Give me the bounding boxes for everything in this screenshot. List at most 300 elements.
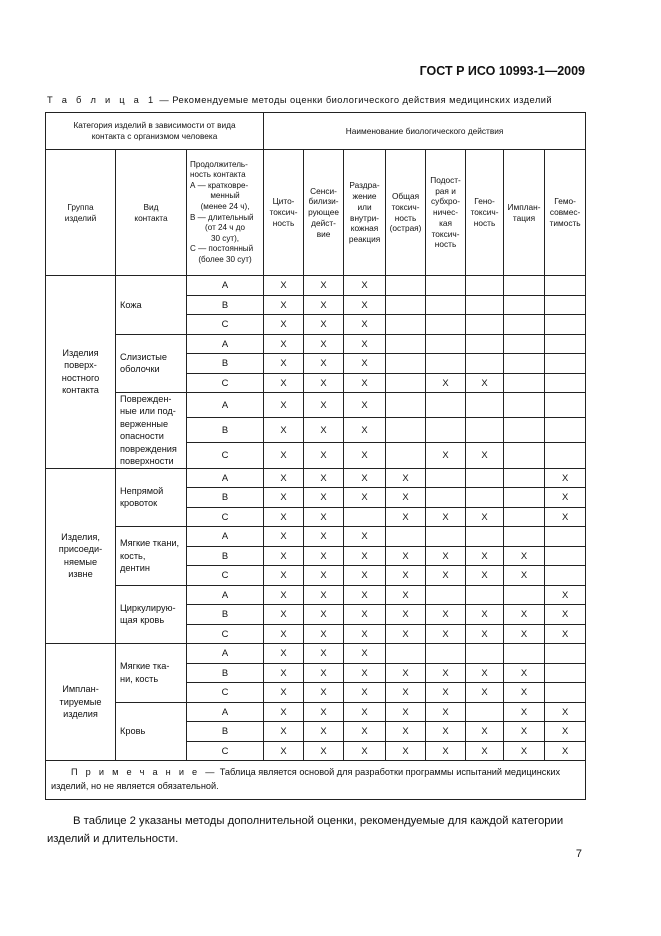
contact-type-cell (116, 644, 187, 703)
text-line: кая (439, 217, 452, 228)
mark-cell: X (264, 741, 304, 761)
mark-cell: X (386, 741, 426, 761)
mark-cell: X (264, 354, 304, 374)
text-line: верженные (120, 418, 169, 429)
mark-cell: X (426, 546, 466, 566)
mark-cell: X (344, 585, 386, 605)
contact-column-header: Вид контакта (116, 150, 187, 276)
mark-cell: X (264, 605, 304, 625)
caption-label: Т а б л и ц а 1 (47, 95, 157, 105)
mark-cell: X (304, 373, 344, 393)
text-line: Мягкие тка- (120, 661, 170, 672)
mark-cell: X (344, 644, 386, 664)
table-row (46, 393, 586, 418)
effect-column-header (466, 150, 504, 276)
mark-cell: X (344, 683, 386, 703)
page-number: 7 (575, 848, 582, 860)
mark-cell: X (545, 488, 586, 508)
methods-table (45, 112, 586, 800)
table-row (46, 527, 586, 547)
mark-cell: X (466, 741, 504, 761)
duration-header-line: 30 сут), (211, 233, 240, 243)
duration-cell: В (187, 605, 264, 625)
mark-cell (386, 527, 426, 547)
mark-cell: X (504, 566, 545, 586)
duration-cell: С (187, 683, 264, 703)
duration-header-line: (менее 24 ч), (200, 201, 250, 211)
device-group-cell (46, 644, 116, 761)
contact-type-cell (116, 468, 187, 527)
text-line: Подост- (430, 174, 461, 185)
text-line: дентин (120, 562, 150, 573)
text-line: Сенси- (310, 185, 337, 196)
duration-cell: А (187, 527, 264, 547)
contact-type-cell (116, 702, 187, 761)
mark-cell (545, 443, 586, 468)
mark-cell: X (344, 468, 386, 488)
mark-cell: X (545, 722, 586, 742)
mark-cell (504, 315, 545, 335)
effect-column-header (344, 150, 386, 276)
mark-cell: X (344, 702, 386, 722)
mark-cell (545, 354, 586, 374)
mark-cell: X (426, 624, 466, 644)
mark-cell: X (466, 373, 504, 393)
text-line: рая и (435, 185, 456, 196)
text-line: Общая (391, 190, 420, 201)
mark-cell: X (264, 418, 304, 443)
mark-cell (426, 418, 466, 443)
mark-cell (466, 295, 504, 315)
header-row-2 (46, 150, 586, 276)
duration-header-line: ность контакта (190, 170, 246, 180)
mark-cell (426, 585, 466, 605)
text-line: извне (68, 569, 93, 580)
mark-cell: X (304, 315, 344, 335)
text-line: рующее (308, 207, 339, 218)
mark-cell (426, 276, 466, 296)
text-line: (острая) (389, 223, 422, 234)
contact-type-cell (116, 393, 187, 469)
text-line: Кровь (120, 726, 146, 737)
text-line: Мягкие ткани, (120, 538, 180, 549)
mark-cell: X (504, 663, 545, 683)
mark-cell: X (466, 605, 504, 625)
mark-cell: X (264, 468, 304, 488)
mark-cell (344, 507, 386, 527)
mark-cell: X (344, 546, 386, 566)
mark-cell: X (304, 722, 344, 742)
mark-cell (386, 315, 426, 335)
mark-cell: X (386, 663, 426, 683)
mark-cell (504, 443, 545, 468)
mark-cell: X (264, 702, 304, 722)
mark-cell: X (264, 373, 304, 393)
duration-cell: В (187, 354, 264, 374)
effect-column-header (545, 150, 586, 276)
mark-cell: X (504, 683, 545, 703)
mark-cell (545, 644, 586, 664)
text-line: ность (473, 217, 496, 228)
mark-cell (466, 488, 504, 508)
mark-cell: X (304, 566, 344, 586)
mark-cell: X (426, 722, 466, 742)
text-line: реакция (348, 234, 381, 245)
text-line: или (357, 201, 372, 212)
text-line: Гемо- (554, 196, 576, 207)
mark-cell: X (344, 741, 386, 761)
mark-cell (545, 393, 586, 418)
mark-cell: X (386, 722, 426, 742)
mark-cell: X (545, 468, 586, 488)
mark-cell (466, 644, 504, 664)
text-line: повреждения (120, 443, 177, 454)
mark-cell: X (426, 507, 466, 527)
text-line: изделия (63, 709, 98, 720)
document-code: ГОСТ Р ИСО 10993-1—2009 (419, 64, 585, 78)
mark-cell: X (304, 663, 344, 683)
mark-cell: X (344, 373, 386, 393)
duration-cell: В (187, 488, 264, 508)
effect-column-header (304, 150, 344, 276)
mark-cell (545, 295, 586, 315)
mark-cell: X (344, 566, 386, 586)
mark-cell: X (386, 468, 426, 488)
mark-cell: X (304, 683, 344, 703)
mark-cell: X (386, 605, 426, 625)
mark-cell (504, 488, 545, 508)
duration-header-line: Продолжитель- (190, 159, 248, 169)
mark-cell: X (504, 702, 545, 722)
mark-cell: X (386, 488, 426, 508)
mark-cell: X (264, 334, 304, 354)
duration-cell: А (187, 468, 264, 488)
mark-cell: X (264, 663, 304, 683)
mark-cell (504, 418, 545, 443)
mark-cell: X (304, 585, 344, 605)
note-row (46, 761, 586, 800)
text-line: вие (316, 228, 331, 239)
text-line: оболочки (120, 364, 160, 375)
mark-cell: X (344, 315, 386, 335)
mark-cell: X (304, 443, 344, 468)
mark-cell (545, 663, 586, 683)
contact-type-cell (116, 585, 187, 644)
mark-cell: X (426, 741, 466, 761)
table-row (46, 468, 586, 488)
mark-cell: X (386, 585, 426, 605)
text-line: Имплан- (507, 201, 541, 212)
text-line: ни, кость (120, 673, 159, 684)
mark-cell: X (304, 624, 344, 644)
text-line: Раздра- (349, 180, 380, 191)
mark-cell: X (545, 507, 586, 527)
mark-cell (466, 354, 504, 374)
mark-cell (386, 276, 426, 296)
text-line: Изделия, (61, 531, 100, 542)
text-line: ность (394, 212, 417, 223)
mark-cell: X (264, 488, 304, 508)
mark-cell: X (304, 527, 344, 547)
mark-cell: X (344, 527, 386, 547)
mark-cell (426, 334, 466, 354)
mark-cell: X (426, 663, 466, 683)
mark-cell (504, 393, 545, 418)
text-line: няемые (63, 556, 98, 567)
duration-cell: С (187, 507, 264, 527)
mark-cell: X (344, 663, 386, 683)
text-line: жение (352, 190, 377, 201)
mark-cell: X (545, 624, 586, 644)
text-line: кожная (350, 223, 379, 234)
mark-cell (545, 334, 586, 354)
mark-cell: X (545, 585, 586, 605)
mark-cell (386, 644, 426, 664)
text-line: Поврежден- (120, 394, 172, 404)
mark-cell: X (466, 443, 504, 468)
duration-cell: В (187, 722, 264, 742)
effect-column-header (426, 150, 466, 276)
mark-cell (386, 443, 426, 468)
mark-cell: X (264, 546, 304, 566)
mark-cell: X (344, 605, 386, 625)
mark-cell: X (304, 507, 344, 527)
table-row (46, 644, 586, 664)
text-line: токсич- (269, 207, 298, 218)
mark-cell: X (264, 624, 304, 644)
mark-cell (426, 295, 466, 315)
text-line: тация (512, 212, 536, 223)
text-line: ностного (61, 372, 100, 383)
text-line: дейст- (311, 217, 336, 228)
mark-cell (466, 527, 504, 547)
mark-cell: X (264, 644, 304, 664)
mark-cell: X (304, 393, 344, 418)
table-row (46, 334, 586, 354)
contact-type-cell (116, 276, 187, 335)
mark-cell (426, 468, 466, 488)
text-line: Изделия (62, 347, 99, 358)
note-label: П р и м е ч а н и е — (71, 767, 218, 778)
mark-cell: X (386, 702, 426, 722)
duration-cell: С (187, 741, 264, 761)
device-group-cell (46, 276, 116, 469)
duration-header-line: менный (210, 191, 240, 201)
table-caption: Т а б л и ц а 1 — Рекомендуемые методы оценки биологического действия медицинских изделий (47, 95, 553, 105)
mark-cell (504, 334, 545, 354)
text-line: ность (434, 239, 457, 250)
mark-cell: X (264, 443, 304, 468)
duration-cell: С (187, 443, 264, 468)
mark-cell (545, 683, 586, 703)
device-group-cell (46, 468, 116, 644)
table-row (46, 702, 586, 722)
mark-cell: X (466, 683, 504, 703)
mark-cell (466, 702, 504, 722)
mark-cell (466, 315, 504, 335)
mark-cell: X (344, 722, 386, 742)
mark-cell: X (304, 741, 344, 761)
mark-cell (504, 373, 545, 393)
text-line: Циркулирую- (120, 602, 176, 613)
duration-cell: А (187, 702, 264, 722)
mark-cell: X (426, 683, 466, 703)
mark-cell (426, 315, 466, 335)
duration-header-line: (более 30 сут) (198, 254, 252, 264)
mark-cell: X (466, 507, 504, 527)
mark-cell: X (304, 702, 344, 722)
text-line: кровоток (120, 498, 158, 509)
mark-cell: X (304, 468, 344, 488)
text-line: токсич- (431, 228, 460, 239)
mark-cell (504, 295, 545, 315)
mark-cell: X (264, 315, 304, 335)
contact-type-cell (116, 334, 187, 393)
group-column-header: Группа изделий (46, 150, 116, 276)
duration-cell: В (187, 546, 264, 566)
effect-column-header (386, 150, 426, 276)
mark-cell (466, 418, 504, 443)
mark-cell: X (304, 488, 344, 508)
body-paragraph: В таблице 2 указаны методы дополнительной оценки, рекомендуемые для каждой категории изделий и длительности. (47, 815, 564, 846)
text-line: Кожа (120, 299, 142, 310)
duration-cell: А (187, 334, 264, 354)
mark-cell: X (466, 722, 504, 742)
text-line: Цито- (272, 196, 295, 207)
mark-cell (386, 354, 426, 374)
duration-cell: С (187, 373, 264, 393)
table-row (46, 276, 586, 296)
duration-cell: А (187, 393, 264, 418)
mark-cell: X (344, 276, 386, 296)
mark-cell (504, 354, 545, 374)
mark-cell: X (545, 741, 586, 761)
mark-cell (545, 373, 586, 393)
mark-cell: X (304, 295, 344, 315)
mark-cell (504, 644, 545, 664)
mark-cell (466, 585, 504, 605)
caption-text: Рекомендуемые методы оценки биологического действия медицинских изделий (172, 95, 553, 105)
text-line: билизи- (308, 196, 339, 207)
text-line: внутри- (350, 212, 379, 223)
duration-header-line: В — длительный (190, 212, 254, 222)
text-line: Имплан- (62, 684, 99, 695)
mark-cell: X (264, 276, 304, 296)
mark-cell: X (504, 624, 545, 644)
text-line: ничес- (432, 207, 459, 218)
text-line: совмес- (549, 207, 581, 218)
mark-cell: X (466, 663, 504, 683)
text-line: субхро- (431, 196, 461, 207)
effect-column-header (264, 150, 304, 276)
mark-cell: X (426, 443, 466, 468)
mark-cell: X (304, 276, 344, 296)
mark-cell: X (504, 605, 545, 625)
mark-cell (386, 334, 426, 354)
table-row (46, 585, 586, 605)
mark-cell (545, 276, 586, 296)
text-line: Гено- (474, 196, 495, 207)
mark-cell: X (386, 507, 426, 527)
mark-cell: X (426, 566, 466, 586)
mark-cell (386, 393, 426, 418)
duration-cell: С (187, 315, 264, 335)
mark-cell: X (304, 354, 344, 374)
mark-cell: X (344, 334, 386, 354)
mark-cell: X (304, 644, 344, 664)
mark-cell: X (344, 295, 386, 315)
mark-cell (426, 488, 466, 508)
mark-cell: X (545, 605, 586, 625)
text-line: контакта (62, 385, 99, 396)
mark-cell: X (264, 507, 304, 527)
text-line: токсич- (391, 201, 420, 212)
contact-type-cell (116, 527, 187, 586)
duration-cell: А (187, 585, 264, 605)
mark-cell (466, 468, 504, 488)
mark-cell: X (344, 488, 386, 508)
effect-column-header (504, 150, 545, 276)
text-line: поверх- (64, 360, 97, 371)
mark-cell (426, 393, 466, 418)
mark-cell: X (426, 605, 466, 625)
table-body (46, 113, 586, 800)
mark-cell: X (344, 393, 386, 418)
mark-cell: X (264, 527, 304, 547)
text-line: поверхности (120, 456, 174, 467)
table-note (46, 761, 586, 800)
category-header: Категория изделий в зависимости от вида контакта с организмом человека (46, 113, 264, 150)
text-line: присоеди- (58, 544, 103, 555)
text-line: Слизистые (120, 351, 167, 362)
mark-cell (426, 644, 466, 664)
header-row-1 (46, 113, 586, 150)
mark-cell (545, 418, 586, 443)
duration-cell: С (187, 566, 264, 586)
duration-header-line: (от 24 ч до (205, 223, 245, 233)
mark-cell: X (304, 418, 344, 443)
text-line: тируемые (59, 696, 102, 707)
mark-cell: X (386, 566, 426, 586)
text-line: ность (272, 217, 295, 228)
mark-cell (466, 334, 504, 354)
mark-cell: X (545, 702, 586, 722)
mark-cell: X (466, 566, 504, 586)
mark-cell: X (344, 354, 386, 374)
mark-cell (466, 276, 504, 296)
mark-cell (426, 354, 466, 374)
text-line: кость, (120, 550, 146, 561)
duration-cell: В (187, 418, 264, 443)
mark-cell (545, 527, 586, 547)
duration-column-header (187, 150, 264, 276)
text-line: щая кровь (120, 615, 165, 626)
mark-cell: X (504, 546, 545, 566)
mark-cell (426, 527, 466, 547)
text-line: Непрямой (120, 485, 164, 496)
mark-cell: X (264, 566, 304, 586)
text-line: тимость (549, 217, 581, 228)
mark-cell: X (344, 624, 386, 644)
mark-cell: X (264, 393, 304, 418)
text-line: ные или под- (120, 406, 176, 417)
mark-cell (466, 393, 504, 418)
note-text: Таблица является основой для разработки программы испытаний медицинских изделий, но не является обязательной. (51, 767, 561, 791)
duration-header-line: С — постоянный (190, 244, 254, 254)
mark-cell: X (264, 683, 304, 703)
mark-cell (545, 546, 586, 566)
mark-cell: X (344, 418, 386, 443)
